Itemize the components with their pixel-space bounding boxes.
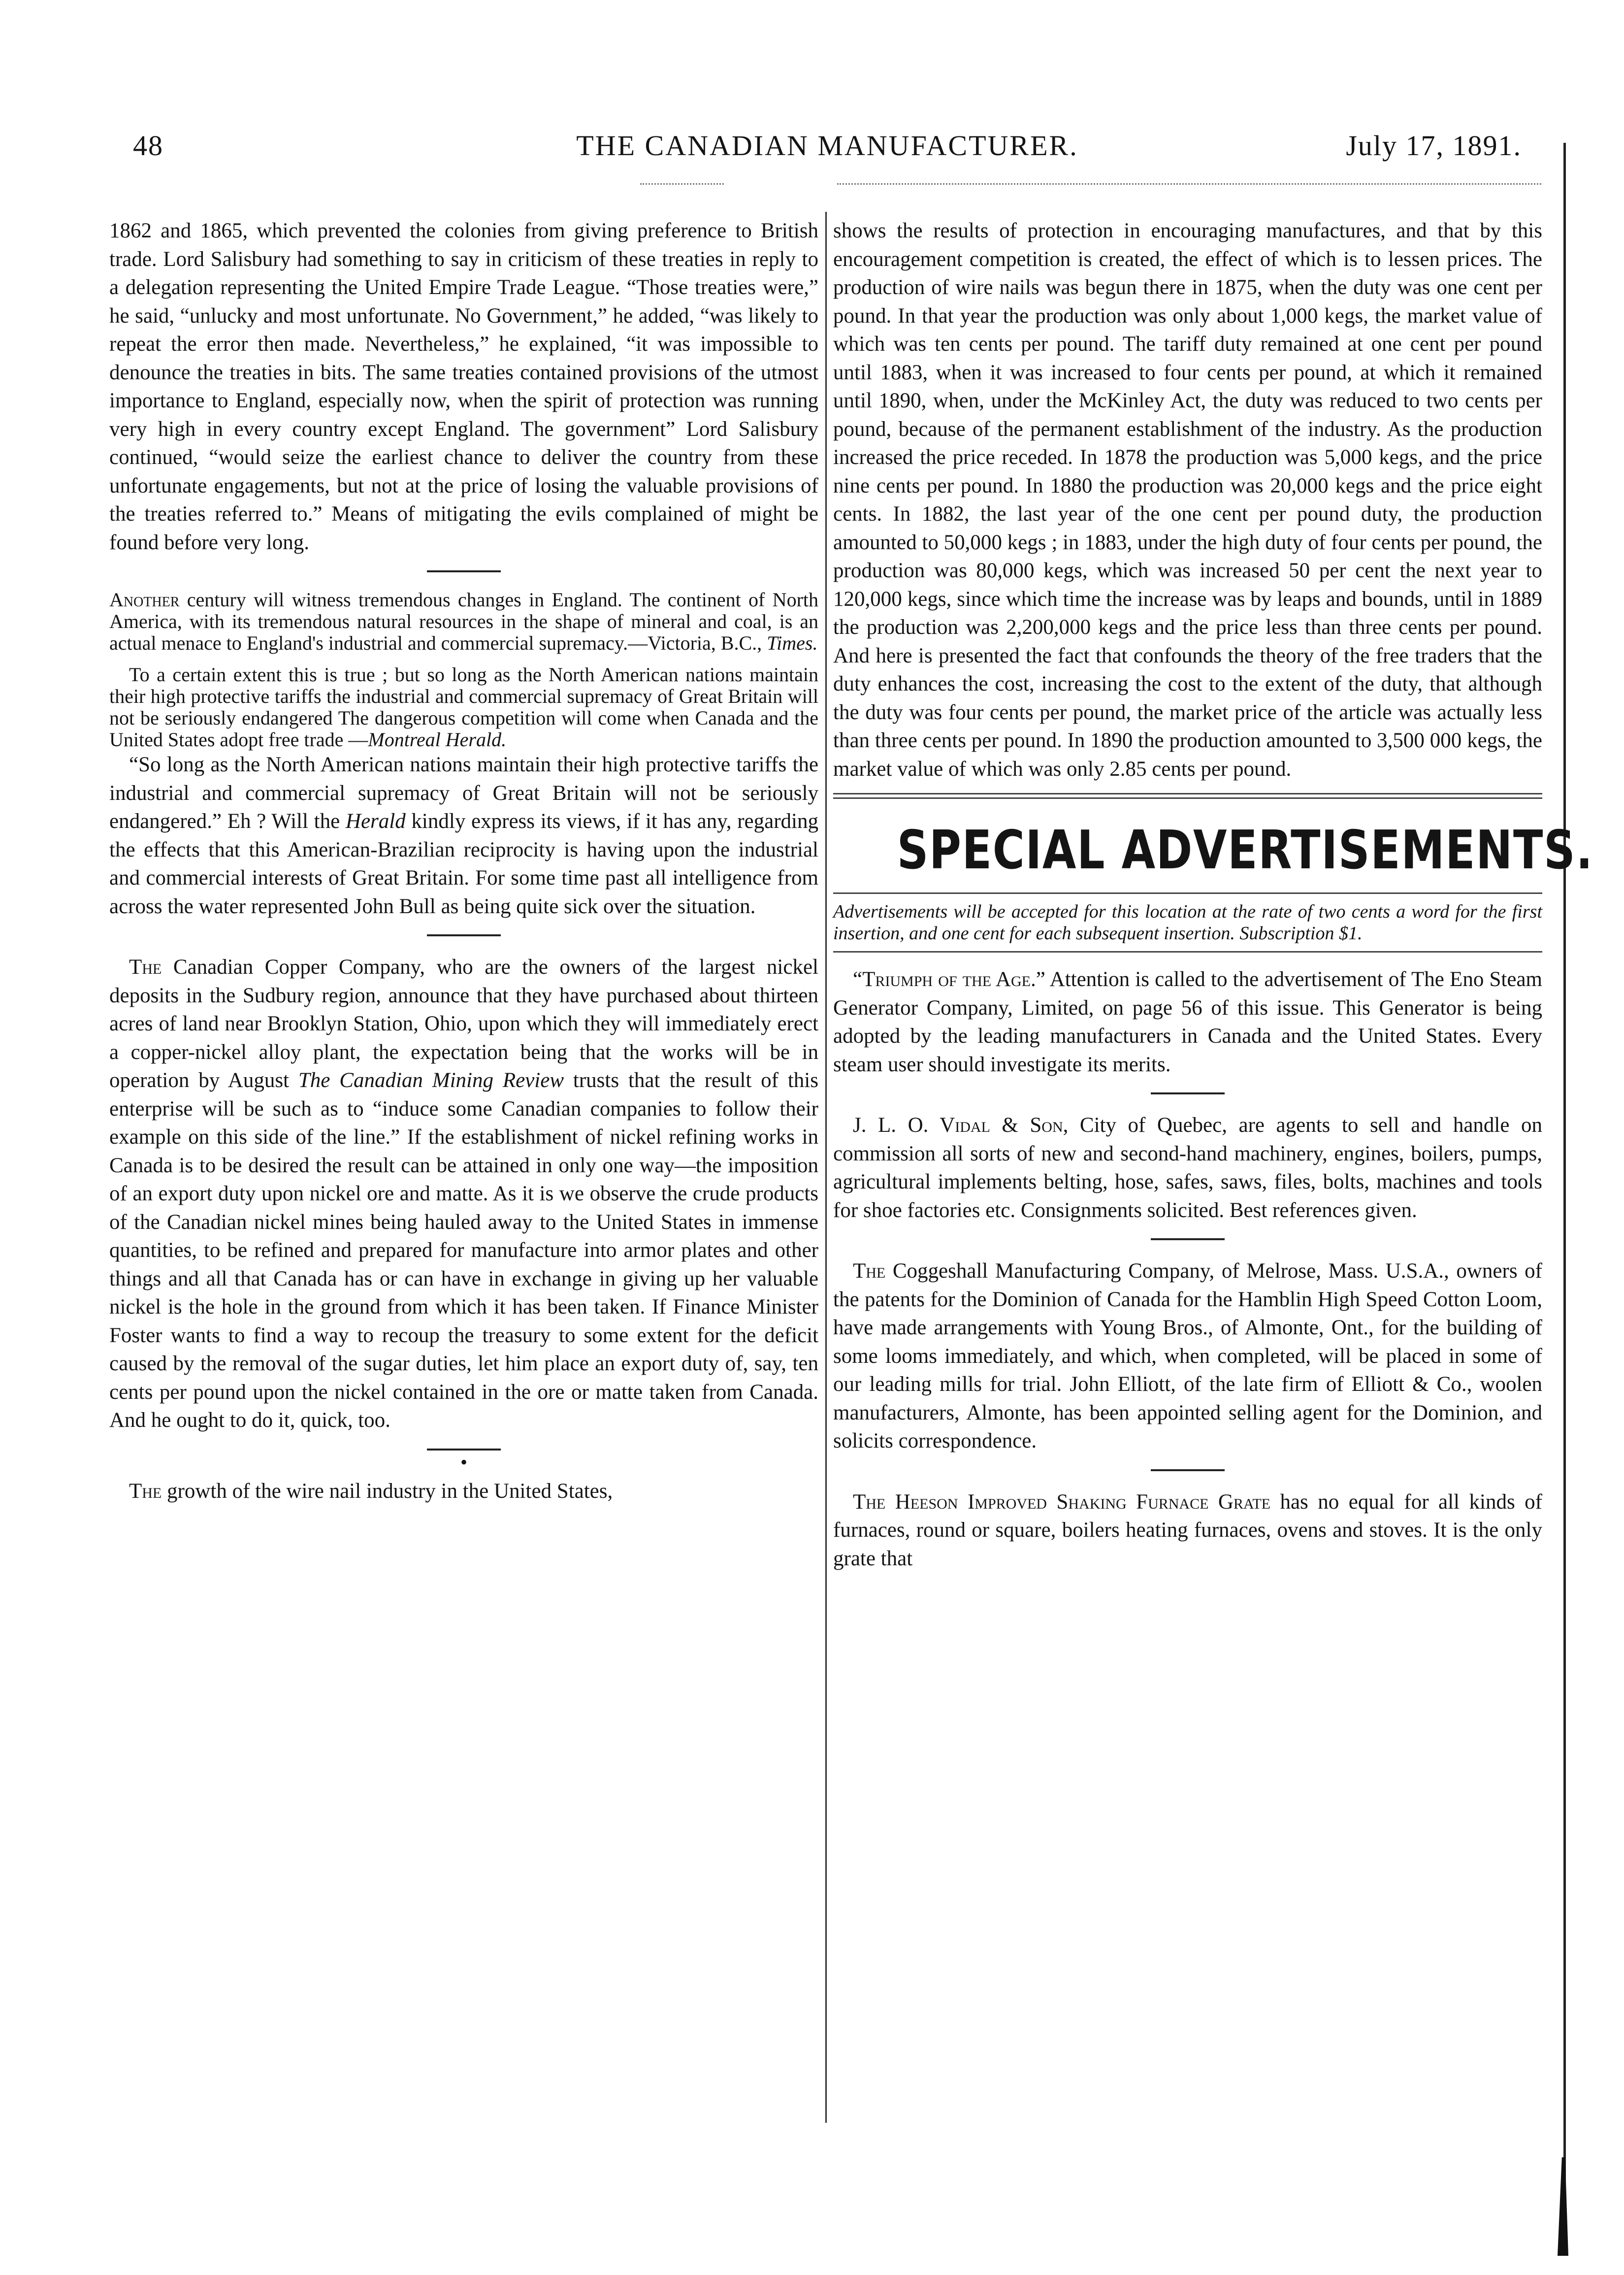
advertisement-rates-note: Advertisements will be accepted for this location at the rate of two cents a word for the first insertion, and one cent for each subsequent insertion. Subscription $1.: [833, 901, 1542, 944]
column-divider: [825, 212, 827, 2123]
herald-name: Herald: [345, 810, 406, 833]
section-divider: [427, 934, 501, 936]
left-column: [109, 217, 818, 1505]
publication-title: THE CANADIAN MANUFACTURER.: [576, 130, 1078, 162]
heading-rule: [833, 892, 1542, 894]
page-header: [133, 129, 1522, 168]
lead-word: Another: [109, 589, 180, 611]
ad-lead: The: [853, 1259, 886, 1283]
ad-heeson-furnace-grate: The Heeson Improved Shaking Furnace Grate has no equal for all kinds of furnaces, round or square, boilers heating furnaces, ovens and stoves. It is the only grate that: [833, 1490, 1542, 1570]
section-divider: [1151, 1469, 1225, 1471]
ad-vidal-and-son: J. L. O. Vidal & Son, City of Quebec, are agents to sell and handle on commission all sorts of new and second-hand machinery, engines, boilers, pumps, agricultural implements belting, hose, safes, saws, files, bolts, machines and tools for shoe factories etc. Consignments solicited. Best references given.: [833, 1114, 1542, 1222]
page-edge-tail: [1558, 2157, 1568, 2256]
lead-word: The: [129, 956, 162, 979]
header-rule-left: [640, 183, 724, 185]
ad-lead: The Heeson Improved Shaking Furnace Grate: [853, 1490, 1270, 1514]
header-rule-right: [837, 183, 1541, 185]
quote-text: To a certain extent this is true ; but so long as the North American nations maintain their high protective tariffs the industrial and commercial supremacy of Great Britain will not be seriously endangered The dangerous competition will come when Canada and the United States adopt free trade —: [109, 663, 818, 751]
ad-lead: J. L. O. Vidal & Son,: [853, 1114, 1069, 1137]
section-divider: [427, 570, 501, 572]
article-wire-nail-continued: shows the results of protection in encouraging manufactures, and that by this encouragement competition is created, the effect of which is to lessen prices. The production of wire nails was begun there in 1875, when the duty was one cent per pound. In that year the production was only about 1,000 kegs, the market value of which was ten cents per pound. The tariff duty remained at one cent per pound until 1883, when it was increased to four cents per pound, at which it remained until 1890, when, under the McKinley Act, the duty was reduced to two cents per pound, because of the permanent establishment of the industry. As the production increased the price receded. In 1878 the production was 5,000 kegs, and the price nine cents per pound. In 1880 the production was 20,000 kegs and the price eight cents. In 1882, the last year of the one cent per pound duty, the production amounted to 50,000 kegs ; in 1883, under the high duty of four cents per pound, the production was 80,000 kegs, which was increased 50 per cent the next year to 120,000 kegs, since which time the increase was by leaps and bounds, until in 1889 the production was 2,200,000 kegs and the price less than three cents per pound. And here is presented the fact that confounds the theory of the free traders that the duty enhances the cost, increasing the cost to the extent of the duty, that although the duty was four cents per pound, the market price of the article was actually less than three cents per pound. In 1890 the production amounted to 3,500 000 kegs, the market value of which was only 2.85 cents per pound.: [833, 219, 1542, 781]
right-column: [833, 217, 1593, 1573]
ad-lead: “Triumph of the Age.”: [853, 968, 1045, 991]
quote-text: century will witness tremendous changes in England. The continent of North America, with its tremendous natural resources in the shape of mineral and coal, is an actual menace to England's industrial and commercial supremacy.—Victoria, B.C.,: [109, 589, 818, 654]
article-herald-comment: “So long as the North American nations maintain their high protective tariffs the industrial and commercial supremacy of Great Britain will not be seriously endangered.” Eh ? Will the Herald kindly express its views, if it has any, regarding the effects that this American-Brazilian reciprocity is having upon the industrial and commercial interests of Great Britain. For some time past all intelligence from across the water represented John Bull as being quite sick over the situation.: [109, 753, 818, 918]
lead-word: The: [129, 1479, 162, 1503]
review-name: The Canadian Mining Review: [298, 1069, 564, 1092]
article-wire-nail-start: The growth of the wire nail industry in the United States,: [129, 1479, 613, 1503]
issue-date: July 17, 1891.: [1346, 130, 1522, 162]
quote-source: Times.: [767, 632, 818, 654]
article-another-century: [109, 589, 818, 751]
section-divider: [1151, 1238, 1225, 1240]
page-number: 48: [133, 130, 163, 162]
article-salisbury-treaties: 1862 and 1865, which prevented the colonies from giving preference to British trade. Lord Salisbury had something to say in criticism of these treaties in reply to a delegation representing the United Empire Trade League. “Those treaties were,” he said, “unlucky and most unfortunate. No Government,” he added, “was likely to repeat the error then made. Nevertheless,” he explained, “it was impossible to denounce the treaties in bits. The same treaties contained provisions of the utmost importance to England, especially now, when the spirit of protection was running very high in every country except England. The government” Lord Salisbury continued, “would seize the earliest chance to deliver the country from these unfortunate engagements, but not at the price of losing the valuable provisions of the treaties referred to.” Means of mitigating the evils complained of might be found before very long.: [109, 219, 818, 554]
quote-source: Montreal Herald.: [368, 728, 507, 751]
double-rule: [833, 793, 1542, 799]
ad-coggeshall-manufacturing: The Coggeshall Manufacturing Company, of Melrose, Mass. U.S.A., owners of the patents for the Dominion of Canada for the Hamblin High Speed Cotton Loom, have made arrangements with Young Bros., of Almonte, Ont., for the building of some looms immediately, and which, when completed, will be placed in some of our leading mills for trial. John Elliott, of the late firm of Elliott & Co., woolen manufacturers, Almonte, has been appointed selling agent for the Dominion, and solicits correspondence.: [833, 1259, 1542, 1452]
section-divider: [1151, 1092, 1225, 1094]
section-divider: [427, 1449, 501, 1451]
note-rule: [833, 951, 1542, 953]
page-edge: [1563, 143, 1566, 2256]
ad-eno-steam-generator: “Triumph of the Age.” Attention is called to the advertisement of The Eno Steam Generator Company, Limited, on page 56 of this issue. This Generator is being adopted by the leading manufacturers in Canada and the United States. Every steam user should investigate its merits.: [833, 968, 1542, 1076]
special-advertisements-heading: SPECIAL ADVERTISEMENTS.: [897, 820, 1593, 881]
ornament-mark: •: [460, 1451, 467, 1473]
article-canadian-copper: The Canadian Copper Company, who are the owners of the largest nickel deposits in the Sudbury region, announce that they have purchased about thirteen acres of land near Brooklyn Station, Ohio, upon which they will immediately erect a copper-nickel alloy plant, the expectation being that the works will be in operation by August The Canadian Mining Review trusts that the result of this enterprise will be such as to “induce some Canadian companies to follow their example on this side of the line.” If the establishment of nickel refining works in Canada is to be desired the result can be attained in only one way—the imposition of an export duty upon nickel ore and matte. As it is we observe the crude products of the Canadian nickel mines being hauled away to the United States in immense quantities, to be refined and prepared for manufacture into armor plates and other things and all that Canada has or can have in exchange in giving up her valuable nickel is the hole in the ground from which it has been taken. If Finance Minister Foster wants to find a way to recoup the treasury to some extent for the deficit caused by the removal of the sugar duties, let him place an export duty of, say, ten cents per pound upon the nickel contained in the ore or matte taken from Canada. And he ought to do it, quick, too.: [109, 956, 818, 1432]
